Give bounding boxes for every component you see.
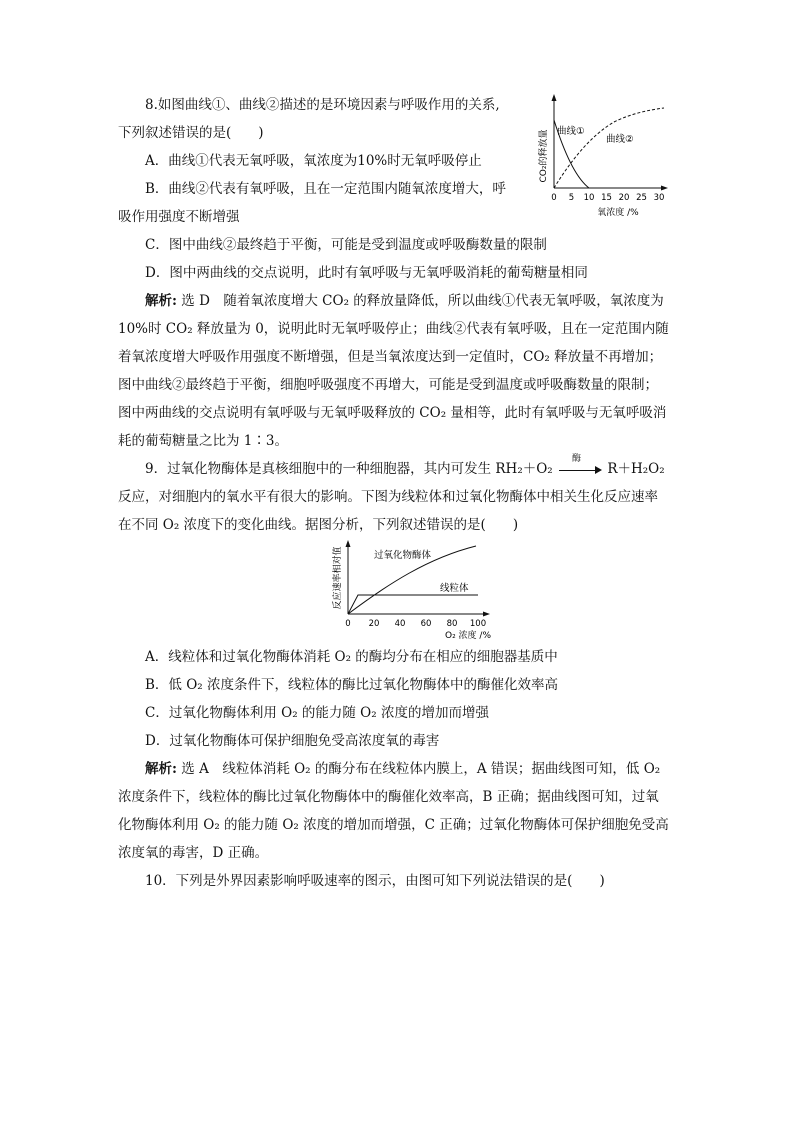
- chart1-tick-label: 0: [551, 193, 557, 203]
- enzyme-label: 酶: [572, 453, 582, 464]
- q8-option-a: A．曲线①代表无氧呼吸，氧浓度为10%时无氧呼吸停止: [145, 153, 482, 169]
- chart1-tick-label: 30: [653, 193, 665, 203]
- chart1-tick-label: 25: [636, 193, 647, 203]
- chart1-x-ticks: [551, 193, 664, 203]
- q9-answer-line4: 浓度氧的毒害，D 正确。: [118, 845, 269, 861]
- q9-stem-line1: 9．过氧化物酶体是真核细胞中的一种细胞器，其内可发生 RH₂＋O₂ 酶 R＋H₂O₂: [145, 453, 665, 477]
- q8-answer-line2: 10%时 CO₂ 释放量为 0，说明此时无氧呼吸停止；曲线②代表有氧呼吸，且在一定范围内随: [118, 321, 669, 337]
- chart1-y-axis-label: CO₂的释放量: [539, 129, 549, 183]
- q8-option-c: C．图中曲线②最终趋于平衡，可能是受到温度或呼吸酶数量的限制: [145, 237, 547, 253]
- chart2-tick-label: 100: [469, 619, 487, 629]
- chart2-x-ticks: [345, 619, 486, 629]
- q8-stem-line2: 下列叙述错误的是( ): [118, 125, 264, 141]
- chart2-y-axis-label: 反应速率相对值: [333, 546, 343, 610]
- chart1-tick-label: 10: [583, 193, 595, 203]
- q9-option-b: B．低 O₂ 浓度条件下，线粒体的酶比过氧化物酶体中的酶催化效率高: [145, 677, 558, 693]
- arrow-shaft: [559, 470, 597, 471]
- enzyme-arrow: [557, 453, 603, 477]
- chart1-tick-label: 15: [601, 193, 612, 203]
- q8-answer-line1: 解析: 选 D 随着氧浓度增大 CO₂ 的释放量降低，所以曲线①代表无氧呼吸，氧浓度为: [145, 293, 664, 309]
- q9-option-d: D．过氧化物酶体可保护细胞免受高浓度氧的毒害: [145, 733, 440, 749]
- chart1-x-arrow: [661, 186, 668, 191]
- chart1-tick-label: 20: [618, 193, 630, 203]
- arrow-head: [595, 466, 602, 474]
- chart1-curve-2: [554, 108, 664, 188]
- q9-stem-line3: 在不同 O₂ 浓度下的变化曲线。据图分析，下列叙述错误的是( ): [118, 517, 519, 533]
- q9-stem-line2: 反应，对细胞内的氧水平有很大的影响。下图为线粒体和过氧化物酶体中相关生化反应速率: [118, 489, 658, 505]
- chart-reaction-rate: [328, 538, 496, 642]
- q8-stem-line1: 8.如图曲线①、曲线②描述的是环境因素与呼吸作用的关系,: [145, 97, 500, 113]
- q8-answer-line6: 耗的葡萄糖量之比为 1∶3。: [118, 433, 288, 449]
- chart1-tick-label: 5: [568, 193, 575, 203]
- q8-option-d: D．图中两曲线的交点说明，此时有氧呼吸与无氧呼吸消耗的葡萄糖量相同: [145, 265, 588, 281]
- q10-stem: 10．下列是外界因素影响呼吸速率的图示，由图可知下列说法错误的是( ): [145, 873, 605, 889]
- chart-co2-release: [530, 92, 675, 222]
- q8-answer-label: 解析:: [145, 293, 177, 309]
- chart2-x-arrow: [483, 612, 490, 617]
- chart2-y-arrow: [346, 540, 351, 547]
- q8-option-b-line2: 吸作用强度不断增强: [118, 209, 240, 225]
- chart2-x-axis-label: O₂ 浓度 /%: [445, 631, 491, 641]
- q9-answer-line2: 浓度条件下，线粒体的酶比过氧化物酶体中的酶催化效率高，B 正确；据曲线图可知，过氧: [118, 789, 659, 805]
- chart2-tick-label: 60: [420, 619, 432, 629]
- chart1-x-axis-label: 氧浓度 /%: [597, 208, 639, 218]
- chart2-tick-label: 80: [446, 619, 458, 629]
- q8-answer-line5: 图中两曲线的交点说明有氧呼吸与无氧呼吸释放的 CO₂ 量相等，此时有氧呼吸与无氧呼吸消: [118, 405, 667, 421]
- chart1-y-arrow: [552, 94, 557, 101]
- chart1-curve-1-label: 曲线①: [557, 126, 585, 137]
- q9-answer-label: 解析:: [145, 761, 177, 777]
- q8-answer-line3: 着氧浓度增大呼吸作用强度不断增强，但是当氧浓度达到一定值时，CO₂ 释放量不再增加；: [118, 349, 663, 365]
- q8-option-b-line1: B．曲线②代表有氧呼吸，且在一定范围内随氧浓度增大，呼: [145, 181, 506, 197]
- chart1-curve-2-label: 曲线②: [606, 134, 634, 145]
- chart2-tick-label: 20: [368, 619, 380, 629]
- chart2-series-mitochondria-label: 线粒体: [440, 583, 469, 594]
- chart2-tick-label: 0: [345, 619, 351, 629]
- chart2-curve-mitochondria: [348, 595, 478, 614]
- q9-answer-line1: 解析: 选 A 线粒体消耗 O₂ 的酶分布在线粒体内膜上，A 错误；据曲线图可知，低 O₂: [145, 761, 661, 777]
- q9-option-a: A．线粒体和过氧化物酶体消耗 O₂ 的酶均分布在相应的细胞器基质中: [145, 649, 558, 665]
- q8-answer-line4: 图中曲线②最终趋于平衡，细胞呼吸强度不再增大，可能是受到温度或呼吸酶数量的限制；: [118, 377, 658, 393]
- chart2-tick-label: 40: [394, 619, 406, 629]
- q9-option-c: C．过氧化物酶体利用 O₂ 的能力随 O₂ 浓度的增加而增强: [145, 705, 489, 721]
- chart2-series-peroxisome-label: 过氧化物酶体: [374, 550, 432, 561]
- q9-answer-line3: 化物酶体利用 O₂ 的能力随 O₂ 浓度的增加而增强，C 正确；过氧化物酶体可保护细胞免受高: [118, 817, 669, 833]
